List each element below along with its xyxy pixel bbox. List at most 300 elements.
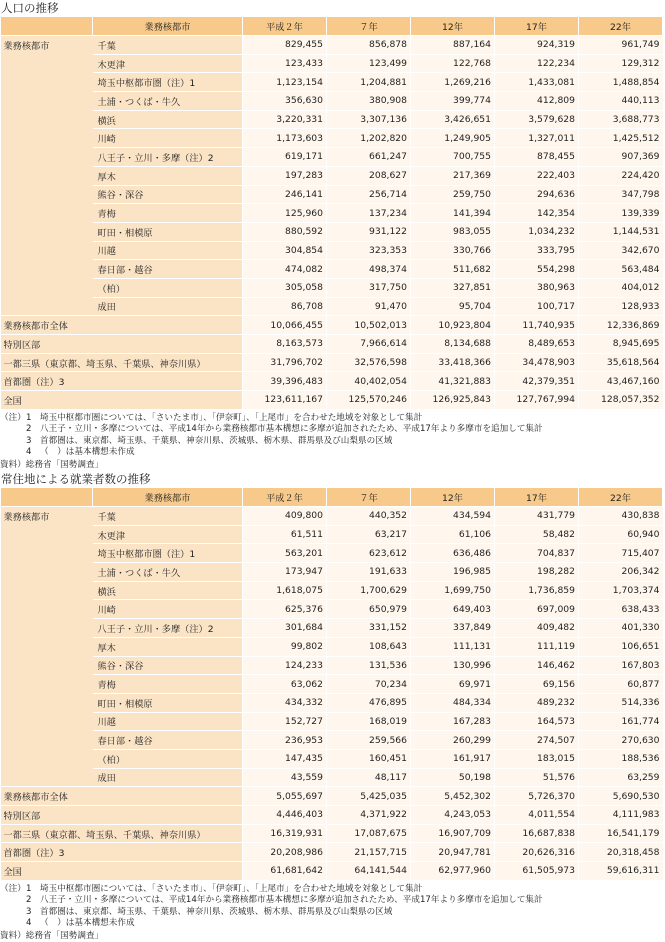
value-cell: 1,034,232 <box>495 222 579 241</box>
value-cell: 304,854 <box>243 241 327 260</box>
value-cell: 32,576,598 <box>327 353 411 372</box>
value-cell: 409,482 <box>495 619 579 638</box>
value-cell: 305,058 <box>243 278 327 297</box>
value-cell: 35,618,564 <box>579 353 663 372</box>
header-cell: 17年 <box>495 17 579 36</box>
summary-row <box>1 316 663 335</box>
note-text: 埼玉中枢都市圏については、「さいたま市」、「伊奈町」、「上尾市」を合わせた地域を対象として集計 <box>40 412 423 423</box>
table-row <box>1 749 663 768</box>
value-cell: 484,334 <box>411 693 495 712</box>
value-cell: 4,446,403 <box>243 806 327 825</box>
summary-name: 特別区部 <box>1 806 243 825</box>
value-cell: 122,768 <box>411 54 495 73</box>
value-cell: 69,156 <box>495 675 579 694</box>
value-cell: 7,966,614 <box>327 335 411 354</box>
value-cell: 274,507 <box>495 731 579 750</box>
value-cell: 5,425,035 <box>327 787 411 806</box>
value-cell: 270,630 <box>579 731 663 750</box>
value-cell: 142,354 <box>495 204 579 223</box>
value-cell: 563,201 <box>243 544 327 563</box>
value-cell: 61,505,973 <box>495 862 579 881</box>
note-text: 八王子・立川・多摩については、平成14年から業務核都市基本構想に多摩が追加されたため、平成17年より多摩市を追加して集計 <box>40 424 543 435</box>
value-cell: 4,243,053 <box>411 806 495 825</box>
note-number: 2 <box>26 424 32 435</box>
value-cell: 931,122 <box>327 222 411 241</box>
value-cell: 259,566 <box>327 731 411 750</box>
table-row <box>1 278 663 297</box>
row-name: 横浜 <box>93 581 243 600</box>
row-name: 熊谷・深谷 <box>93 656 243 675</box>
header-cell: ７年 <box>327 17 411 36</box>
table-row <box>1 92 663 111</box>
value-cell: 431,779 <box>495 507 579 526</box>
value-cell: 511,682 <box>411 260 495 279</box>
header-cell: 12年 <box>411 17 495 36</box>
value-cell: 8,945,695 <box>579 335 663 354</box>
value-cell: 11,740,935 <box>495 316 579 335</box>
value-cell: 43,559 <box>243 768 327 787</box>
value-cell: 380,963 <box>495 278 579 297</box>
summary-row <box>1 862 663 881</box>
header-cell: 22年 <box>579 17 663 36</box>
note-number: 2 <box>26 895 32 906</box>
value-cell: 1,699,750 <box>411 581 495 600</box>
value-cell: 129,312 <box>579 54 663 73</box>
note-label <box>0 424 26 436</box>
header-cell: ７年 <box>327 488 411 507</box>
value-cell: 161,917 <box>411 749 495 768</box>
table-row <box>1 656 663 675</box>
value-cell: 100,717 <box>495 297 579 316</box>
row-name: 埼玉中枢都市圏（注）1 <box>93 73 243 92</box>
value-cell: 327,851 <box>411 278 495 297</box>
value-cell: 401,330 <box>579 619 663 638</box>
note-label <box>0 436 26 448</box>
value-cell: 137,234 <box>327 204 411 223</box>
value-cell: 125,570,246 <box>327 391 411 410</box>
value-cell: 246,141 <box>243 185 327 204</box>
table-row <box>1 544 663 563</box>
value-cell: 131,536 <box>327 656 411 675</box>
value-cell: 331,152 <box>327 619 411 638</box>
value-cell: 440,113 <box>579 92 663 111</box>
value-cell: 260,299 <box>411 731 495 750</box>
value-cell: 8,489,653 <box>495 335 579 354</box>
value-cell: 1,144,531 <box>579 222 663 241</box>
value-cell: 123,433 <box>243 54 327 73</box>
value-cell: 63,062 <box>243 675 327 694</box>
value-cell: 173,947 <box>243 563 327 582</box>
value-cell: 1,204,881 <box>327 73 411 92</box>
value-cell: 317,750 <box>327 278 411 297</box>
value-cell: 5,452,302 <box>411 787 495 806</box>
value-cell: 563,484 <box>579 260 663 279</box>
value-cell: 160,451 <box>327 749 411 768</box>
row-name: 厚木 <box>93 166 243 185</box>
value-cell: 625,376 <box>243 600 327 619</box>
value-cell: 224,420 <box>579 166 663 185</box>
value-cell: 99,802 <box>243 637 327 656</box>
value-cell: 983,055 <box>411 222 495 241</box>
source-line: 資料）総務省「国勢調査」 <box>0 930 104 941</box>
value-cell: 10,066,455 <box>243 316 327 335</box>
summary-row <box>1 335 663 354</box>
value-cell: 124,233 <box>243 656 327 675</box>
value-cell: 86,708 <box>243 297 327 316</box>
note-text: （ ）は基本構想未作成 <box>40 918 135 929</box>
value-cell: 10,502,013 <box>327 316 411 335</box>
value-cell: 61,106 <box>411 525 495 544</box>
value-cell: 61,681,642 <box>243 862 327 881</box>
note-text: （ ）は基本構想未作成 <box>40 447 135 458</box>
table-row <box>1 581 663 600</box>
value-cell: 108,643 <box>327 637 411 656</box>
value-cell: 1,425,512 <box>579 129 663 148</box>
summary-name: 首都圏（注）3 <box>1 372 243 391</box>
table-row <box>1 675 663 694</box>
value-cell: 3,688,773 <box>579 110 663 129</box>
value-cell: 64,141,544 <box>327 862 411 881</box>
header-row <box>1 488 663 507</box>
row-name: 町田・相模原 <box>93 222 243 241</box>
header-cell: 業務核都市 <box>93 488 243 507</box>
summary-name: 全国 <box>1 391 243 410</box>
value-cell: 20,626,316 <box>495 843 579 862</box>
value-cell: 430,838 <box>579 507 663 526</box>
value-cell: 63,217 <box>327 525 411 544</box>
value-cell: 59,616,311 <box>579 862 663 881</box>
table-row <box>1 129 663 148</box>
value-cell: 1,249,905 <box>411 129 495 148</box>
value-cell: 434,594 <box>411 507 495 526</box>
note-number: 3 <box>26 906 32 917</box>
value-cell: 907,369 <box>579 148 663 167</box>
value-cell: 440,352 <box>327 507 411 526</box>
value-cell: 1,269,216 <box>411 73 495 92</box>
row-name: 埼玉中枢都市圏（注）1 <box>93 544 243 563</box>
row-name: 土浦・つくば・牛久 <box>93 92 243 111</box>
value-cell: 489,232 <box>495 693 579 712</box>
row-name: 千葉 <box>93 36 243 55</box>
value-cell: 141,394 <box>411 204 495 223</box>
value-cell: 829,455 <box>243 36 327 55</box>
row-name: 町田・相模原 <box>93 693 243 712</box>
value-cell: 476,895 <box>327 693 411 712</box>
value-cell: 409,800 <box>243 507 327 526</box>
note-line <box>0 895 665 907</box>
value-cell: 1,488,854 <box>579 73 663 92</box>
row-name: 厚木 <box>93 637 243 656</box>
note-label: （注） <box>0 883 26 894</box>
value-cell: 42,379,351 <box>495 372 579 391</box>
row-name: 土浦・つくば・牛久 <box>93 563 243 582</box>
value-cell: 880,592 <box>243 222 327 241</box>
value-cell: 259,750 <box>411 185 495 204</box>
row-name: 川崎 <box>93 129 243 148</box>
value-cell: 1,618,075 <box>243 581 327 600</box>
row-name: （柏） <box>93 749 243 768</box>
note-label: （注） <box>0 412 26 423</box>
notes <box>0 884 665 942</box>
value-cell: 3,220,331 <box>243 110 327 129</box>
value-cell: 63,259 <box>579 768 663 787</box>
value-cell: 122,234 <box>495 54 579 73</box>
value-cell: 16,907,709 <box>411 824 495 843</box>
table-row <box>1 600 663 619</box>
header-cell: 業務核都市 <box>93 17 243 36</box>
header-cell: 平成２年 <box>243 17 327 36</box>
note-line <box>0 436 665 448</box>
value-cell: 196,985 <box>411 563 495 582</box>
value-cell: 50,198 <box>411 768 495 787</box>
row-name: 熊谷・深谷 <box>93 185 243 204</box>
summary-row <box>1 843 663 862</box>
workers-section <box>0 471 665 942</box>
value-cell: 69,971 <box>411 675 495 694</box>
value-cell: 146,462 <box>495 656 579 675</box>
value-cell: 1,202,820 <box>327 129 411 148</box>
table-row <box>1 619 663 638</box>
value-cell: 1,736,859 <box>495 581 579 600</box>
value-cell: 8,134,688 <box>411 335 495 354</box>
value-cell: 333,795 <box>495 241 579 260</box>
value-cell: 70,234 <box>327 675 411 694</box>
data-table <box>0 16 663 410</box>
row-name: 春日部・越谷 <box>93 731 243 750</box>
value-cell: 128,057,352 <box>579 391 663 410</box>
row-name: 木更津 <box>93 54 243 73</box>
summary-row <box>1 806 663 825</box>
value-cell: 61,511 <box>243 525 327 544</box>
value-cell: 40,402,054 <box>327 372 411 391</box>
value-cell: 337,849 <box>411 619 495 638</box>
value-cell: 323,353 <box>327 241 411 260</box>
value-cell: 60,940 <box>579 525 663 544</box>
value-cell: 127,767,994 <box>495 391 579 410</box>
category-cell: 業務核都市 <box>1 36 93 316</box>
summary-row <box>1 787 663 806</box>
value-cell: 62,977,960 <box>411 862 495 881</box>
value-cell: 1,700,629 <box>327 581 411 600</box>
value-cell: 700,755 <box>411 148 495 167</box>
value-cell: 412,809 <box>495 92 579 111</box>
table-row <box>1 525 663 544</box>
note-number: 4 <box>26 918 32 929</box>
value-cell: 20,318,458 <box>579 843 663 862</box>
value-cell: 33,418,366 <box>411 353 495 372</box>
value-cell: 91,470 <box>327 297 411 316</box>
value-cell: 60,877 <box>579 675 663 694</box>
notes <box>0 413 665 472</box>
header-cell: 17年 <box>495 488 579 507</box>
value-cell: 342,670 <box>579 241 663 260</box>
row-name: 八王子・立川・多摩（注）2 <box>93 148 243 167</box>
value-cell: 650,979 <box>327 600 411 619</box>
table-row <box>1 731 663 750</box>
value-cell: 34,478,903 <box>495 353 579 372</box>
value-cell: 474,082 <box>243 260 327 279</box>
value-cell: 514,336 <box>579 693 663 712</box>
value-cell: 161,774 <box>579 712 663 731</box>
value-cell: 887,164 <box>411 36 495 55</box>
value-cell: 399,774 <box>411 92 495 111</box>
summary-row <box>1 824 663 843</box>
value-cell: 5,726,370 <box>495 787 579 806</box>
table-row <box>1 241 663 260</box>
note-number: 1 <box>26 883 32 894</box>
header-cell: 12年 <box>411 488 495 507</box>
value-cell: 197,283 <box>243 166 327 185</box>
value-cell: 330,766 <box>411 241 495 260</box>
table-row <box>1 260 663 279</box>
value-cell: 1,123,154 <box>243 73 327 92</box>
table-row <box>1 148 663 167</box>
value-cell: 638,433 <box>579 600 663 619</box>
note-line <box>0 413 665 425</box>
value-cell: 636,486 <box>411 544 495 563</box>
note-line <box>0 884 665 896</box>
row-name: 青梅 <box>93 204 243 223</box>
value-cell: 404,012 <box>579 278 663 297</box>
value-cell: 126,925,843 <box>411 391 495 410</box>
table-row <box>1 693 663 712</box>
row-name: 八王子・立川・多摩（注）2 <box>93 619 243 638</box>
value-cell: 167,803 <box>579 656 663 675</box>
table-row <box>1 637 663 656</box>
value-cell: 198,282 <box>495 563 579 582</box>
value-cell: 106,651 <box>579 637 663 656</box>
note-label <box>0 918 26 930</box>
value-cell: 123,499 <box>327 54 411 73</box>
value-cell: 152,727 <box>243 712 327 731</box>
row-name: 春日部・越谷 <box>93 260 243 279</box>
row-name: 川崎 <box>93 600 243 619</box>
summary-name: 業務核都市全体 <box>1 787 243 806</box>
note-label <box>0 907 26 919</box>
value-cell: 1,327,011 <box>495 129 579 148</box>
table-row <box>1 166 663 185</box>
value-cell: 434,332 <box>243 693 327 712</box>
section-title: 常住地による就業者数の推移 <box>1 472 151 486</box>
header-blank <box>1 17 93 36</box>
data-table <box>0 487 663 881</box>
table-row <box>1 297 663 316</box>
row-name: （柏） <box>93 278 243 297</box>
value-cell: 206,342 <box>579 563 663 582</box>
value-cell: 856,878 <box>327 36 411 55</box>
value-cell: 16,319,931 <box>243 824 327 843</box>
value-cell: 4,371,922 <box>327 806 411 825</box>
value-cell: 130,996 <box>411 656 495 675</box>
value-cell: 111,119 <box>495 637 579 656</box>
value-cell: 498,374 <box>327 260 411 279</box>
value-cell: 1,433,081 <box>495 73 579 92</box>
note-label <box>0 895 26 907</box>
value-cell: 1,173,603 <box>243 129 327 148</box>
table-row <box>1 563 663 582</box>
summary-row <box>1 353 663 372</box>
summary-name: 全国 <box>1 862 243 881</box>
note-line <box>0 424 665 436</box>
value-cell: 301,684 <box>243 619 327 638</box>
header-blank <box>1 488 93 507</box>
summary-name: 特別区部 <box>1 335 243 354</box>
value-cell: 3,426,651 <box>411 110 495 129</box>
value-cell: 58,482 <box>495 525 579 544</box>
note-text: 八王子・立川・多摩については、平成14年から業務核都市基本構想に多摩が追加されたため、平成17年より多摩市を追加して集計 <box>40 895 543 906</box>
table-row <box>1 185 663 204</box>
row-name: 川越 <box>93 241 243 260</box>
table-row <box>1 768 663 787</box>
row-name: 千葉 <box>93 507 243 526</box>
value-cell: 878,455 <box>495 148 579 167</box>
row-name: 横浜 <box>93 110 243 129</box>
value-cell: 4,011,554 <box>495 806 579 825</box>
table-row <box>1 110 663 129</box>
value-cell: 8,163,573 <box>243 335 327 354</box>
note-line <box>0 447 665 459</box>
row-name: 成田 <box>93 297 243 316</box>
value-cell: 21,157,715 <box>327 843 411 862</box>
value-cell: 43,467,160 <box>579 372 663 391</box>
row-name: 木更津 <box>93 525 243 544</box>
value-cell: 715,407 <box>579 544 663 563</box>
value-cell: 347,798 <box>579 185 663 204</box>
note-number: 3 <box>26 435 32 446</box>
value-cell: 39,396,483 <box>243 372 327 391</box>
value-cell: 961,749 <box>579 36 663 55</box>
value-cell: 661,247 <box>327 148 411 167</box>
table-row <box>1 507 663 526</box>
value-cell: 1,703,374 <box>579 581 663 600</box>
value-cell: 123,611,167 <box>243 391 327 410</box>
value-cell: 16,541,179 <box>579 824 663 843</box>
summary-row <box>1 372 663 391</box>
value-cell: 164,573 <box>495 712 579 731</box>
value-cell: 188,536 <box>579 749 663 768</box>
value-cell: 183,015 <box>495 749 579 768</box>
value-cell: 20,208,986 <box>243 843 327 862</box>
note-number: 4 <box>26 447 32 458</box>
value-cell: 294,636 <box>495 185 579 204</box>
value-cell: 5,055,697 <box>243 787 327 806</box>
value-cell: 3,307,136 <box>327 110 411 129</box>
value-cell: 217,369 <box>411 166 495 185</box>
value-cell: 619,171 <box>243 148 327 167</box>
value-cell: 168,019 <box>327 712 411 731</box>
note-line <box>0 918 665 930</box>
header-cell: 22年 <box>579 488 663 507</box>
category-cell: 業務核都市 <box>1 507 93 787</box>
note-text: 首都圏は、東京都、埼玉県、千葉県、神奈川県、茨城県、栃木県、群馬県及び山梨県の区域 <box>40 906 393 917</box>
header-cell: 平成２年 <box>243 488 327 507</box>
row-name: 川越 <box>93 712 243 731</box>
table-row <box>1 204 663 223</box>
table-row <box>1 73 663 92</box>
value-cell: 623,612 <box>327 544 411 563</box>
note-text: 首都圏は、東京都、埼玉県、千葉県、神奈川県、茨城県、栃木県、群馬県及び山梨県の区域 <box>40 435 393 446</box>
value-cell: 380,908 <box>327 92 411 111</box>
value-cell: 704,837 <box>495 544 579 563</box>
summary-name: 一都三県（東京都、埼玉県、千葉県、神奈川県） <box>1 353 243 372</box>
value-cell: 31,796,702 <box>243 353 327 372</box>
value-cell: 16,687,838 <box>495 824 579 843</box>
table-row <box>1 36 663 55</box>
summary-name: 首都圏（注）3 <box>1 843 243 862</box>
value-cell: 139,339 <box>579 204 663 223</box>
value-cell: 20,947,781 <box>411 843 495 862</box>
note-number: 1 <box>26 412 32 423</box>
